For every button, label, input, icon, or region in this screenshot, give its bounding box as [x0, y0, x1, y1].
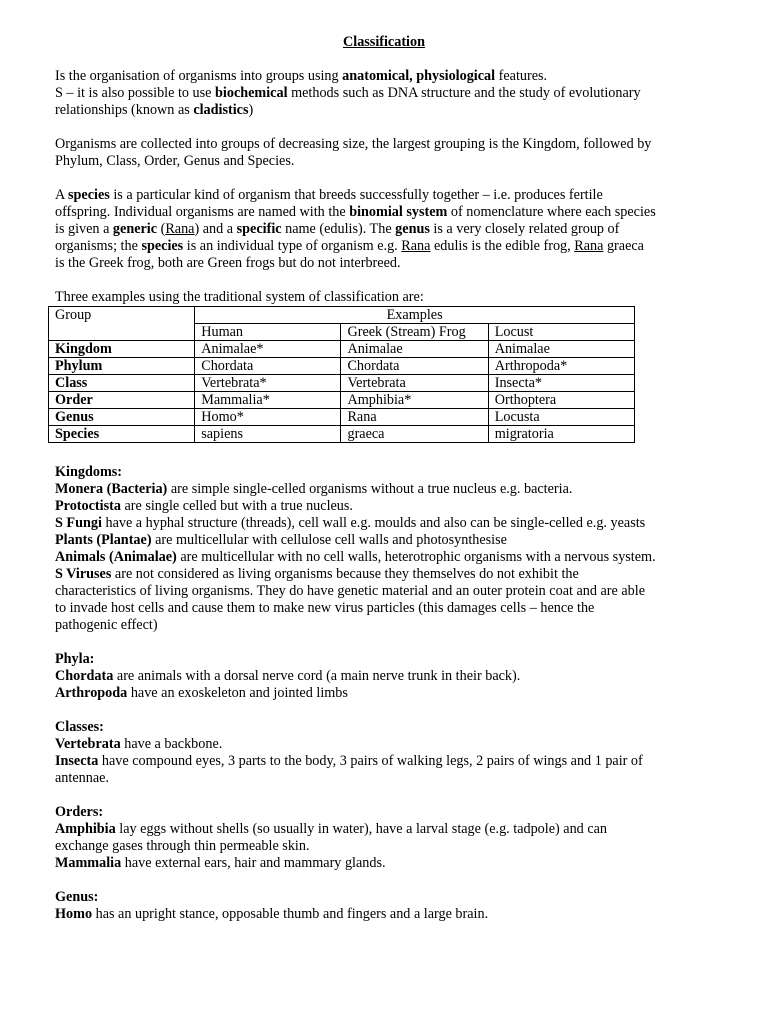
kingdoms-section [55, 464, 725, 634]
locust-cell: Arthropoda* [488, 358, 634, 375]
intro-line-3: relationships (known as cladistics) [55, 102, 254, 118]
human-cell: sapiens [195, 426, 341, 443]
kingdom-animals: Animals (Animalae) are multicellular with no cell walls, heterotrophic organisms with a nervous system. [55, 549, 656, 565]
groups-line-2: Phylum, Class, Order, Genus and Species. [55, 153, 295, 169]
human-cell: Chordata [195, 358, 341, 375]
table-row [49, 426, 635, 443]
table-row [49, 409, 635, 426]
kingdom-fungi: S Fungi have a hyphal structure (threads), cell wall e.g. moulds and also can be single-celled e.g. yeasts [55, 515, 646, 531]
locust-cell: Orthoptera [488, 392, 634, 409]
human-cell: Mammalia* [195, 392, 341, 409]
intro-paragraph [55, 68, 725, 119]
locust-cell: Insecta* [488, 375, 634, 392]
rank-cell: Genus [49, 409, 195, 426]
groups-line-1: Organisms are collected into groups of decreasing size, the largest grouping is the Kingdom, followed by [55, 136, 652, 152]
table-row [49, 392, 635, 409]
table-row [49, 341, 635, 358]
human-cell: Animalae* [195, 341, 341, 358]
rank-cell: Order [49, 392, 195, 409]
table-header-row [49, 307, 635, 324]
order-mammalia: Mammalia have external ears, hair and mammary glands. [55, 855, 386, 871]
species-paragraph [55, 187, 725, 272]
genus-homo: Homo has an upright stance, opposable thumb and fingers and a large brain. [55, 906, 489, 922]
human-cell: Homo* [195, 409, 341, 426]
order-amphibia-line-2: exchange gases through thin permeable skin. [55, 838, 310, 854]
kingdom-plants: Plants (Plantae) are multicellular with cellulose cell walls and photosynthesise [55, 532, 507, 548]
phyla-section [55, 651, 725, 702]
phyla-heading: Phyla: [55, 651, 95, 667]
species-line-1: A species is a particular kind of organism that breeds successfully together – i.e. produces fertile [55, 187, 603, 203]
viruses-line-2: characteristics of living organisms. They do have genetic material and an outer protein coat and are able [55, 583, 645, 599]
table-row [49, 358, 635, 375]
table-intro: Three examples using the traditional system of classification are: [55, 289, 424, 305]
order-amphibia: Amphibia lay eggs without shells (so usually in water), have a larval stage (e.g. tadpole) and can [55, 821, 608, 837]
rank-cell: Class [49, 375, 195, 392]
rank-cell: Species [49, 426, 195, 443]
species-line-5: is the Greek frog, both are Green frogs but do not interbreed. [55, 255, 401, 271]
groups-paragraph [55, 136, 725, 170]
rank-cell: Kingdom [49, 341, 195, 358]
group-header-cell: Group [49, 307, 195, 341]
frog-cell: graeca [341, 426, 488, 443]
column-header-locust: Locust [488, 324, 634, 341]
class-insecta-line-2: antennae. [55, 770, 109, 786]
frog-cell: Animalae [341, 341, 488, 358]
kingdom-protoctista: Protoctista are single celled but with a true nucleus. [55, 498, 353, 514]
kingdoms-heading: Kingdoms: [55, 464, 123, 480]
viruses-line-4: pathogenic effect) [55, 617, 158, 633]
frog-cell: Rana [341, 409, 488, 426]
orders-section [55, 804, 725, 872]
orders-heading: Orders: [55, 804, 104, 820]
species-line-2: offspring. Individual organisms are named with the binomial system of nomenclature where each species [55, 204, 656, 220]
classes-heading: Classes: [55, 719, 104, 735]
column-header-frog: Greek (Stream) Frog [341, 324, 488, 341]
locust-cell: Locusta [488, 409, 634, 426]
phylum-chordata: Chordata are animals with a dorsal nerve cord (a main nerve trunk in their back). [55, 668, 521, 684]
locust-cell: Animalae [488, 341, 634, 358]
frog-cell: Vertebrata [341, 375, 488, 392]
frog-cell: Amphibia* [341, 392, 488, 409]
human-cell: Vertebrata* [195, 375, 341, 392]
frog-cell: Chordata [341, 358, 488, 375]
species-line-4: organisms; the species is an individual type of organism e.g. Rana edulis is the edible frog, Rana graeca [55, 238, 644, 254]
page-title: Classification [343, 34, 425, 50]
class-insecta: Insecta have compound eyes, 3 parts to the body, 3 pairs of walking legs, 2 pairs of wings and 1 pair of [55, 753, 643, 769]
class-vertebrata: Vertebrata have a backbone. [55, 736, 223, 752]
rank-cell: Phylum [49, 358, 195, 375]
viruses-line-3: to invade host cells and cause them to make new virus particles (this damages cells – hence the [55, 600, 595, 616]
examples-header-cell: Examples [195, 307, 635, 324]
phylum-arthropoda: Arthropoda have an exoskeleton and jointed limbs [55, 685, 348, 701]
genus-heading: Genus: [55, 889, 99, 905]
classification-table [48, 306, 635, 443]
classes-section [55, 719, 725, 787]
locust-cell: migratoria [488, 426, 634, 443]
species-line-3: is given a generic (Rana) and a specific name (edulis). The genus is a very closely related group of [55, 221, 620, 237]
genus-section [55, 889, 725, 923]
table-row [49, 375, 635, 392]
intro-line-2: S – it is also possible to use biochemical methods such as DNA structure and the study of evolutionary [55, 85, 641, 101]
viruses-line-1: S Viruses are not considered as living organisms because they themselves do not exhibit the [55, 566, 579, 582]
intro-line-1: Is the organisation of organisms into groups using anatomical, physiological features. [55, 68, 548, 84]
column-header-human: Human [195, 324, 341, 341]
kingdom-monera: Monera (Bacteria) are simple single-celled organisms without a true nucleus e.g. bacteria. [55, 481, 573, 497]
